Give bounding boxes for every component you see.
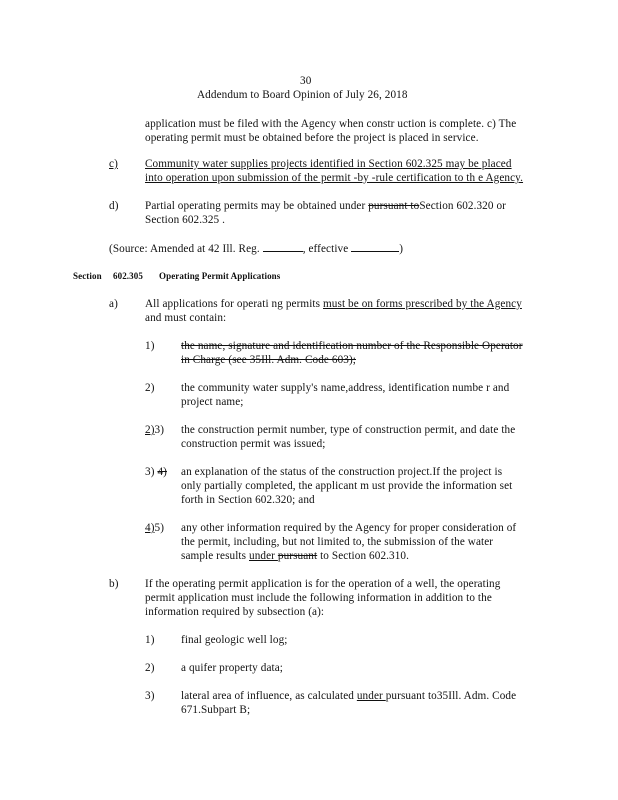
a-sub-5-line-1: any other information required by the Agency for proper consideration of xyxy=(181,522,517,534)
item-a-line-2: and must contain: xyxy=(145,312,227,324)
item-d-text: Partial operating permits may be obtained under xyxy=(145,200,369,212)
b-sub-3-tail: to35Ill. Adm. Code xyxy=(425,690,517,702)
a-sub-2-label: 2) xyxy=(145,382,155,394)
item-a-underlined: must be on forms prescribed by the Agency xyxy=(323,298,522,310)
b-sub-1-label: 1) xyxy=(145,634,155,646)
a-sub-3-line-2: construction permit was issued; xyxy=(181,438,326,450)
item-a-label: a) xyxy=(109,298,118,310)
b-sub-3-label: 3) xyxy=(145,690,155,702)
section-label: Section xyxy=(73,271,102,281)
item-b-line-2: permit application must include the following information in addition to the xyxy=(145,592,492,604)
a-sub-1-line-2: in Charge (see 35Ill. Adm. Code 603); xyxy=(181,354,357,366)
item-c-line-1: Community water supplies projects identified in Section 602.325 may be placed xyxy=(145,158,512,170)
item-d-text-after: Section 602.320 or xyxy=(419,200,506,212)
a-sub-5-line-3-underlined: under xyxy=(249,550,278,562)
b-sub-1-text: final geologic well log; xyxy=(181,634,288,646)
source-mid: , effective xyxy=(302,243,349,255)
a-sub-4-label-new: 3) xyxy=(145,466,155,478)
item-b-line-3: information required by subsection (a): xyxy=(145,606,325,618)
a-sub-2-line-2: project name; xyxy=(181,396,244,408)
a-sub-5-label-new: 4) xyxy=(145,522,155,534)
a-sub-5-label xyxy=(145,521,164,535)
blank-date xyxy=(351,241,399,252)
source-lead: (Source: Amended at 42 Ill. Reg. xyxy=(109,243,260,255)
source-line xyxy=(109,241,403,256)
a-sub-5-line-3 xyxy=(181,549,409,563)
a-sub-4-line-1: an explanation of the status of the construction project.If the project is xyxy=(181,466,503,478)
b-sub-3-line-1 xyxy=(181,689,516,703)
a-sub-1-line-1: the name, signature and identification number of the Responsible Operator xyxy=(181,340,523,352)
b-sub-2-label: 2) xyxy=(145,662,155,674)
a-sub-3-label-old: 3) xyxy=(154,424,165,436)
a-sub-3-line-1: the construction permit number, type of construction permit, and date the xyxy=(181,424,516,436)
a-sub-5-label-old: 5) xyxy=(154,522,165,534)
intro-line-1: application must be filed with the Agency when constr uction is complete. c) The xyxy=(145,118,517,130)
a-sub-4-label-old: 4) xyxy=(157,466,167,478)
source-tail: ) xyxy=(399,243,404,255)
a-sub-5-line-2: the permit, including, but not limited to, the submission of the water xyxy=(181,536,494,548)
b-sub-2-text: a quifer property data; xyxy=(181,662,284,674)
a-sub-4-line-3: forth in Section 602.320; and xyxy=(181,494,315,506)
item-c-label: c) xyxy=(109,158,118,170)
a-sub-5-line-3-tail: to Section 602.310. xyxy=(317,550,410,562)
item-a-lead: All applications for operati ng permits xyxy=(145,298,323,310)
section-number: 602.305 xyxy=(113,271,143,281)
a-sub-2-line-1: the community water supply's name,address, identification numbe r and xyxy=(181,382,510,394)
page-number: 30 xyxy=(300,75,312,87)
a-sub-4-line-2: only partially completed, the applicant m ust provide the information set xyxy=(181,480,513,492)
item-d-label: d) xyxy=(109,200,119,212)
a-sub-4-label xyxy=(145,465,167,479)
intro-line-2: operating permit must be obtained before the project is placed in service. xyxy=(145,132,479,144)
page-title: Addendum to Board Opinion of July 26, 2018 xyxy=(197,89,408,101)
item-d-line-1 xyxy=(145,199,506,213)
item-c-line-2: into operation upon submission of the permit -by -rule certification to th e Agency. xyxy=(145,172,524,184)
item-b-line-1: If the operating permit application is for the operation of a well, the operating xyxy=(145,578,501,590)
item-a-line-1 xyxy=(145,297,522,311)
item-b-label: b) xyxy=(109,578,119,590)
b-sub-3-lead: lateral area of influence, as calculated xyxy=(181,690,357,702)
a-sub-3-label-new: 2) xyxy=(145,424,155,436)
section-title: Operating Permit Applications xyxy=(159,271,281,281)
b-sub-3-line-2: 671.Subpart B; xyxy=(181,704,251,716)
a-sub-5-line-3-lead: sample results xyxy=(181,550,249,562)
b-sub-3-struck: pursuant xyxy=(385,690,426,702)
b-sub-3-underlined: under xyxy=(356,690,386,702)
a-sub-3-label xyxy=(145,423,164,437)
a-sub-5-line-3-struck: pursuant xyxy=(277,550,318,562)
a-sub-1-label: 1) xyxy=(145,340,155,352)
item-d-line-2: Section 602.325 . xyxy=(145,214,226,226)
blank-reg xyxy=(263,241,303,252)
item-d-struck: pursuant to xyxy=(368,200,420,212)
